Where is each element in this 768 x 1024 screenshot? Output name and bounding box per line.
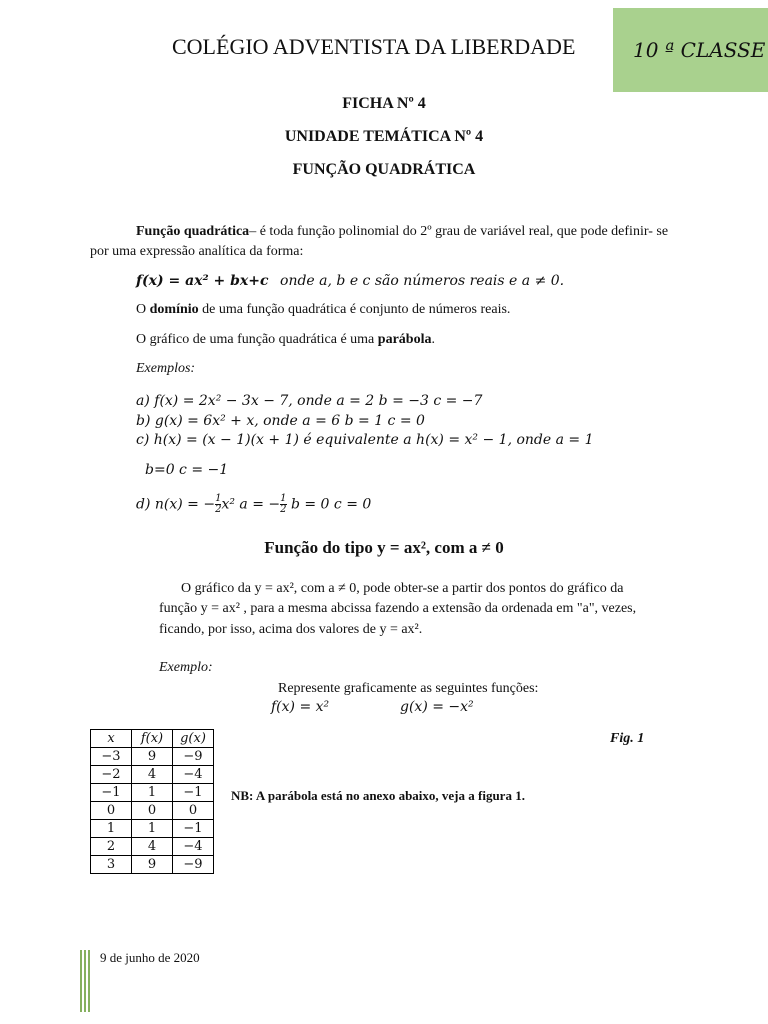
footer-bar [80, 950, 82, 1012]
graph-pre: O gráfico de uma função quadrática é uma [136, 332, 378, 347]
footer-bar [84, 950, 86, 1012]
table-cell: −9 [173, 856, 214, 874]
header-x: x [91, 730, 132, 748]
table-cell: −4 [173, 838, 214, 856]
footer-bar [88, 950, 90, 1012]
table-cell: 4 [132, 838, 173, 856]
graph-sentence [136, 332, 435, 348]
table-cell: −1 [91, 784, 132, 802]
class-badge [613, 8, 768, 92]
example-c-continued: b=0 c = −1 [145, 462, 229, 478]
table-cell: 2 [91, 838, 132, 856]
header-gx: g(x) [173, 730, 214, 748]
table-cell: −1 [173, 784, 214, 802]
graph-post: . [431, 332, 435, 347]
fraction-numerator: 1 [215, 493, 222, 504]
table-cell: 1 [132, 784, 173, 802]
table-row [91, 766, 214, 784]
table-cell: 0 [91, 802, 132, 820]
footer-decoration [80, 950, 92, 1012]
table-cell: −2 [91, 766, 132, 784]
table-cell: 1 [91, 820, 132, 838]
example-heading: Exemplo: [159, 660, 213, 675]
fraction-denominator: 2 [215, 504, 222, 515]
fraction-denominator-2: 2 [280, 504, 287, 515]
table-cell: 9 [132, 748, 173, 766]
topic-title: FUNÇÃO QUADRÁTICA [292, 161, 476, 178]
table-header-row [91, 730, 214, 748]
definition-term: Função quadrática [136, 224, 250, 239]
domain-post: de uma função quadrática é conjunto de números reais. [198, 302, 511, 317]
table-row [91, 802, 214, 820]
section2-line1: O gráfico da y = ax², com a ≠ 0, pode obter-se a partir dos pontos do gráfico da [181, 581, 624, 596]
table-row [91, 856, 214, 874]
general-formula [136, 273, 564, 290]
definition-paragraph [90, 222, 680, 262]
table-row [91, 838, 214, 856]
example-d [136, 494, 371, 515]
definition-text: é toda função polinomial do 2º grau de variável real, que pode definir- se por uma expressão analítica da forma: [90, 224, 669, 259]
domain-word: domínio [149, 302, 199, 317]
section2-line3: ficando, por isso, acima dos valores de y = ax². [159, 622, 423, 637]
table-cell: 0 [132, 802, 173, 820]
ficha-title: FICHA Nº 4 [342, 95, 426, 112]
class-label: 10 ª CLASSE [633, 38, 766, 62]
formula-note: onde a, b e c são números reais e a ≠ 0. [280, 273, 565, 289]
values-table [90, 729, 214, 874]
figure-label: Fig. 1 [610, 731, 645, 746]
table-row [91, 820, 214, 838]
unit-title: UNIDADE TEMÁTICA Nº 4 [284, 128, 484, 145]
example-d-suffix: b = 0 c = 0 [286, 496, 372, 513]
table-cell: 3 [91, 856, 132, 874]
example-a: a) f(x) = 2x² − 3x − 7, onde a = 2 b = −3 c = −7 [136, 393, 483, 409]
section2-title: Função do tipo y = ax², com a ≠ 0 [264, 538, 504, 557]
table-cell: 1 [132, 820, 173, 838]
domain-pre: O [136, 302, 150, 317]
table-cell: −4 [173, 766, 214, 784]
table-row [91, 748, 214, 766]
table-cell: −9 [173, 748, 214, 766]
graph-word: parábola [377, 332, 432, 347]
annex-note: NB: A parábola está no anexo abaixo, veja a figura 1. [231, 788, 525, 803]
examples-heading: Exemplos: [136, 361, 196, 376]
function-g: g(x) = −x² [400, 699, 474, 715]
section2-line2: função y = ax² , para a mesma abcissa fazendo a extensão da ordenada em "a", vezes, [159, 601, 637, 616]
instruction: Represente graficamente as seguintes funções: [278, 681, 539, 696]
fraction-numerator-2: 1 [280, 493, 287, 504]
table-cell: −1 [173, 820, 214, 838]
example-c: c) h(x) = (x − 1)(x + 1) é equivalente a h(x) = x² − 1, onde a = 1 [136, 432, 594, 448]
example-d-prefix: d) n(x) = − [136, 496, 216, 513]
definition-dash: – [249, 224, 260, 239]
example-b: b) g(x) = 6x² + x, onde a = 6 b = 1 c = 0 [136, 413, 425, 429]
table-cell: 0 [173, 802, 214, 820]
table-cell: 9 [132, 856, 173, 874]
domain-sentence [136, 302, 510, 318]
table-row [91, 784, 214, 802]
example-d-mid: x² a = − [221, 496, 281, 513]
function-f: f(x) = x² [271, 699, 330, 715]
school-name: COLÉGIO ADVENTISTA DA LIBERDADE [172, 34, 576, 59]
footer-date: 9 de junho de 2020 [100, 950, 200, 965]
table-cell: 4 [132, 766, 173, 784]
header-fx: f(x) [132, 730, 173, 748]
table-cell: −3 [91, 748, 132, 766]
formula-expression: f(x) = ax² + bx+c [136, 273, 269, 289]
